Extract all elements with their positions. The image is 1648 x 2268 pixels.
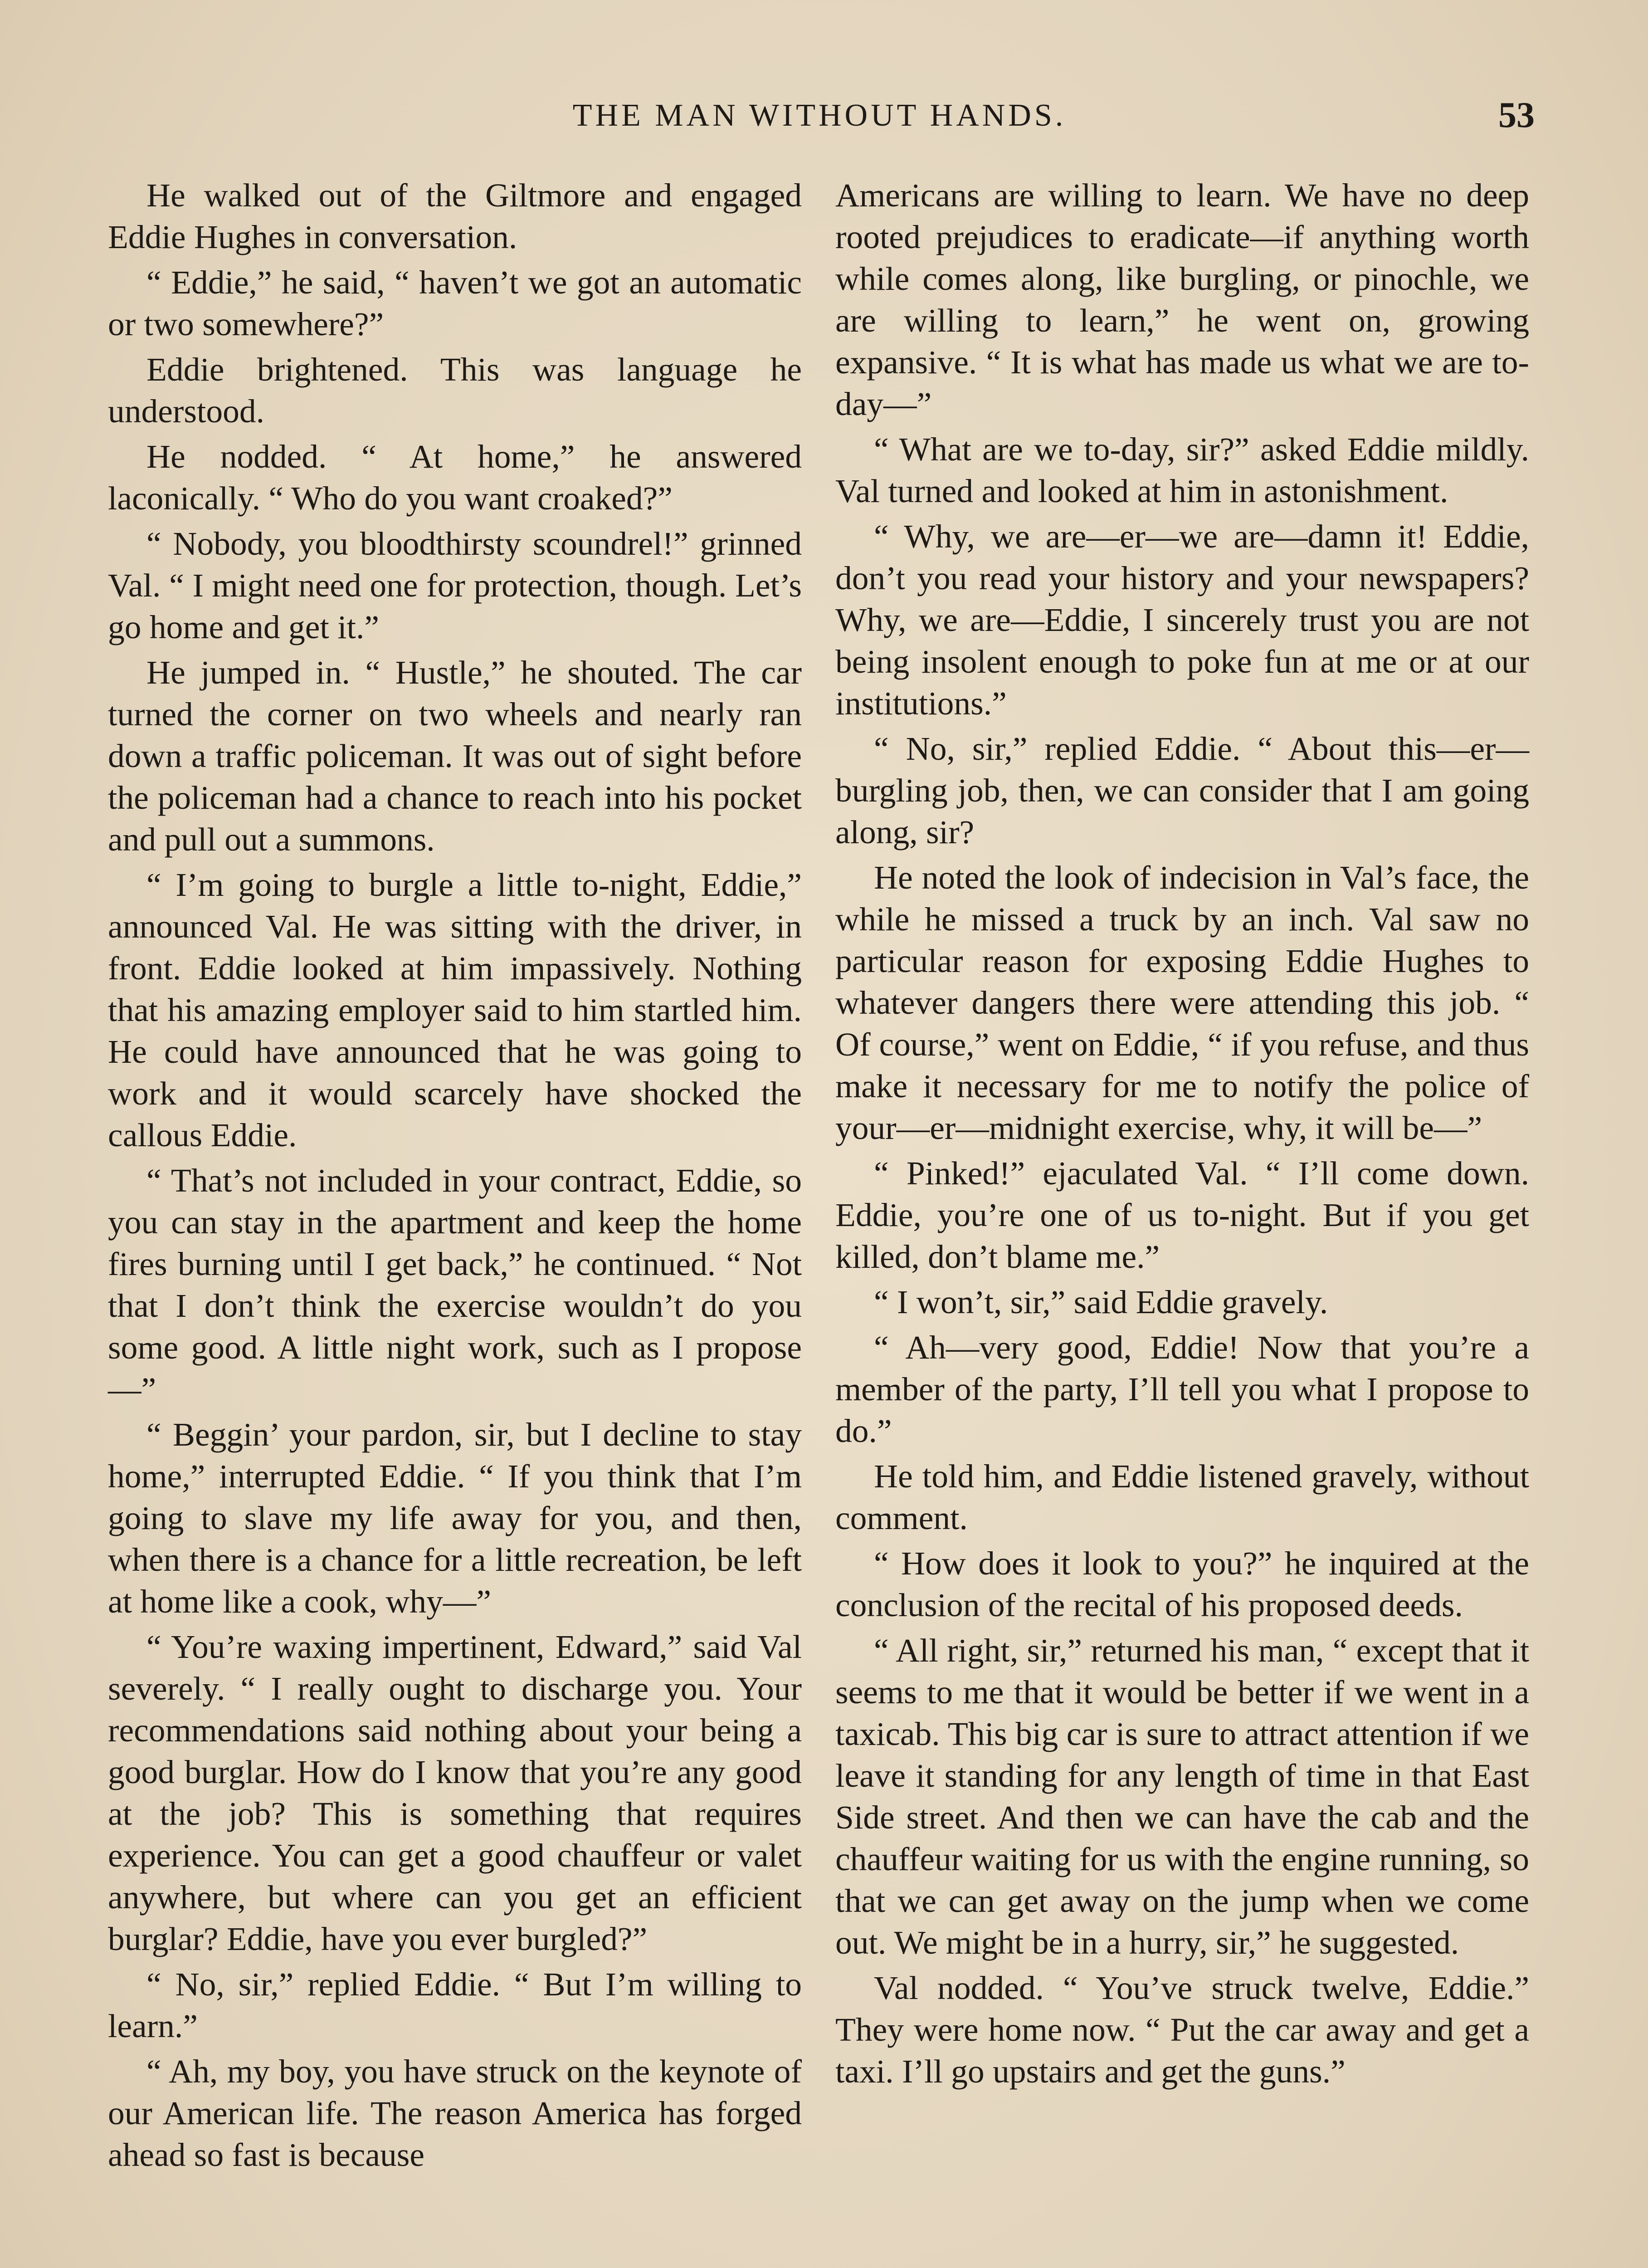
paragraph: “ What are we to-day, sir?” asked Eddie mildly. Val turned and looked at him in astonishment. [835, 431, 1529, 509]
paragraph: “ Beggin’ your pardon, sir, but I decline to stay home,” interrupted Eddie. “ If you think that I’m going to slave my life away for you, and then, when there is a chance for a little recreation, be left at home like a cook, why—” [108, 1416, 802, 1620]
right-column [835, 175, 1529, 2096]
paragraph: He walked out of the Giltmore and engaged Eddie Hughes in conversation. [108, 177, 802, 255]
paragraph: He told him, and Eddie listened gravely, without comment. [835, 1458, 1529, 1536]
page-number: 53 [1498, 95, 1535, 135]
paragraph: He jumped in. “ Hustle,” he shouted. The car turned the corner on two wheels and nearly ran down a traffic policeman. It was out of sight before the policeman had a chance to reach into his pocket and pull out a summons. [108, 654, 802, 858]
left-column [108, 175, 802, 2180]
paragraph: “ All right, sir,” returned his man, “ except that it seems to me that it would be better if we went in a taxicab. This big car is sure to attract attention if we leave it standing for any length of time in that East Side street. And then we can have the cab and the chauffeur waiting for us with the engine running, so that we can get away on the jump when we come out. We might be in a hurry, sir,” he suggested. [835, 1632, 1529, 1961]
paragraph: Val nodded. “ You’ve struck twelve, Eddie.” They were home now. “ Put the car away and get a taxi. I’ll go upstairs and get the guns.” [835, 1970, 1529, 2090]
paragraph: “ Why, we are—er—we are—damn it! Eddie, don’t you read your history and your newspapers? Why, we are—Eddie, I sincerely trust you are not being insolent enough to poke fun at me or at our institutions.” [835, 518, 1529, 722]
paragraph: “ How does it look to you?” he inquired at the conclusion of the recital of his proposed deeds. [835, 1545, 1529, 1623]
paragraph: “ Ah—very good, Eddie! Now that you’re a member of the party, I’ll tell you what I propose to do.” [835, 1329, 1529, 1449]
paragraph: “ You’re waxing impertinent, Edward,” said Val severely. “ I really ought to discharge you. Your recommendations said nothing about your being a good burglar. How do I know that you’re any good at the job? This is something that requires experience. You can get a good chauffeur or valet anywhere, but where can you get an efficient burglar? Eddie, have you ever burgled?” [108, 1628, 802, 1957]
paragraph: “ Nobody, you bloodthirsty scoundrel!” grinned Val. “ I might need one for protection, though. Let’s go home and get it.” [108, 525, 802, 645]
paragraph: “ That’s not included in your contract, Eddie, so you can stay in the apartment and keep the home fires burning until I get back,” he continued. “ Not that I don’t think the exercise wouldn’t do you some good. A little night work, such as I propose—” [108, 1162, 802, 1408]
page-header [104, 93, 1535, 143]
paragraph-continuation: Americans are willing to learn. We have no deep rooted prejudices to eradicate—if anything worth while comes along, like burgling, or pinochle, we are willing to learn,” he went on, growing expansive. “ It is what has made us what we are to-day—” [835, 177, 1529, 422]
paragraph: “ I won’t, sir,” said Eddie gravely. [874, 1284, 1328, 1320]
running-title: THE MAN WITHOUT HANDS. [572, 98, 1067, 133]
paragraph: He noted the look of indecision in Val’s face, the while he missed a truck by an inch. Val saw no particular reason for exposing Eddie Hughes to whatever dangers there were attending this job. “ Of course,” went on Eddie, “ if you refuse, and thus make it necessary for me to notify the police of your—er—midnight exercise, why, it will be—” [835, 859, 1529, 1146]
paragraph: Eddie brightened. This was language he understood. [108, 351, 802, 430]
paragraph: “ Pinked!” ejaculated Val. “ I’ll come down. Eddie, you’re one of us to-night. But if you get killed, don’t blame me.” [835, 1155, 1529, 1275]
paragraph: “ Eddie,” he said, “ haven’t we got an automatic or two somewhere?” [108, 264, 802, 342]
paragraph: He nodded. “ At home,” he answered laconically. “ Who do you want croaked?” [108, 438, 802, 517]
paragraph: “ No, sir,” replied Eddie. “ About this—er—burgling job, then, we can consider that I am going along, sir? [835, 730, 1529, 850]
paragraph: “ No, sir,” replied Eddie. “ But I’m willing to learn.” [108, 1966, 802, 2044]
paragraph: “ I’m going to burgle a little to-night, Eddie,” announced Val. He was sitting with the driver, in front. Eddie looked at him impassively. Nothing that his amazing employer said to him startled him. He could have announced that he was going to work and it would scarcely have shocked the callous Eddie. [108, 866, 802, 1154]
paragraph: “ Ah, my boy, you have struck on the keynote of our American life. The reason America has forged ahead so fast is because [108, 2053, 802, 2173]
